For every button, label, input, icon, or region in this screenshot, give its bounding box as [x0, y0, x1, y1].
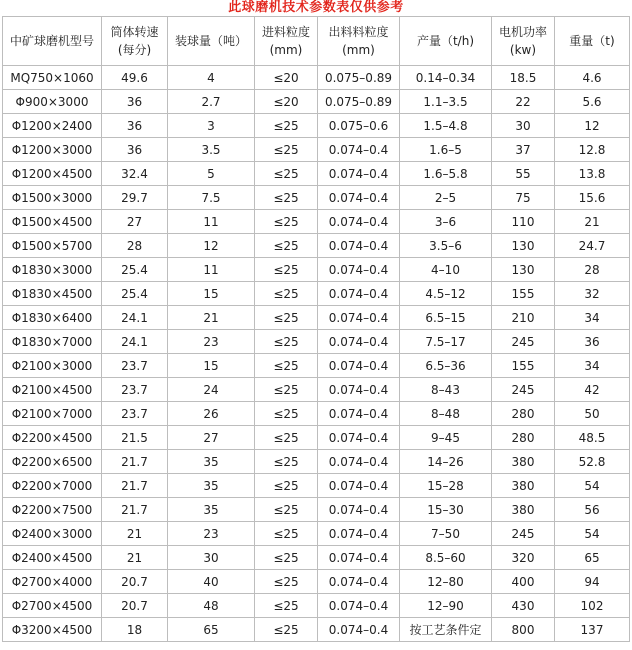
table-cell: 380 [492, 450, 555, 474]
table-cell: ≤25 [255, 546, 318, 570]
table-cell: Φ1830×7000 [3, 330, 102, 354]
table-cell: 37 [492, 138, 555, 162]
table-row [3, 210, 630, 234]
table-cell: 102 [555, 594, 630, 618]
table-cell: Φ1200×3000 [3, 138, 102, 162]
table-cell: 0.074–0.4 [318, 282, 400, 306]
table-cell: 130 [492, 234, 555, 258]
table-cell: 48 [168, 594, 255, 618]
table-cell: 21.5 [102, 426, 168, 450]
table-cell: 4.6 [555, 66, 630, 90]
table-cell: 8–43 [400, 378, 492, 402]
table-cell: 20.7 [102, 570, 168, 594]
table-cell: 110 [492, 210, 555, 234]
table-cell: 28 [555, 258, 630, 282]
table-row [3, 138, 630, 162]
column-header [255, 17, 318, 66]
table-cell: 21 [168, 306, 255, 330]
table-cell: 30 [492, 114, 555, 138]
table-row [3, 258, 630, 282]
table-cell: 0.074–0.4 [318, 498, 400, 522]
table-cell: ≤25 [255, 354, 318, 378]
table-cell: 0.074–0.4 [318, 618, 400, 642]
table-cell: 8–48 [400, 402, 492, 426]
table-cell: 4.5–12 [400, 282, 492, 306]
table-cell: ≤25 [255, 306, 318, 330]
table-cell: 32 [555, 282, 630, 306]
table-cell: Φ2400×4500 [3, 546, 102, 570]
table-row [3, 234, 630, 258]
table-cell: Φ3200×4500 [3, 618, 102, 642]
table-cell: 0.075–0.89 [318, 90, 400, 114]
column-header-text: 电机功率 [498, 25, 547, 39]
table-cell: 24.1 [102, 330, 168, 354]
table-cell: ≤25 [255, 210, 318, 234]
table-cell: ≤25 [255, 426, 318, 450]
table-cell: 12 [168, 234, 255, 258]
table-cell: 32.4 [102, 162, 168, 186]
table-row [3, 354, 630, 378]
table-cell: ≤25 [255, 258, 318, 282]
table-cell: ≤25 [255, 594, 318, 618]
table-cell: Φ1830×4500 [3, 282, 102, 306]
table-cell: 15 [168, 282, 255, 306]
table-cell: 2.7 [168, 90, 255, 114]
table-cell: 34 [555, 306, 630, 330]
table-cell: 0.074–0.4 [318, 186, 400, 210]
column-header [492, 17, 555, 66]
table-cell: 56 [555, 498, 630, 522]
table-cell: 35 [168, 474, 255, 498]
table-cell: 0.074–0.4 [318, 594, 400, 618]
table-cell: 3–6 [400, 210, 492, 234]
table-cell: 0.074–0.4 [318, 234, 400, 258]
table-cell: Φ1200×2400 [3, 114, 102, 138]
table-cell: 15 [168, 354, 255, 378]
table-cell: 0.074–0.4 [318, 330, 400, 354]
column-header [102, 17, 168, 66]
table-cell: 54 [555, 474, 630, 498]
table-cell: 50 [555, 402, 630, 426]
table-cell: 0.074–0.4 [318, 546, 400, 570]
table-cell: 按工艺条件定 [400, 618, 492, 642]
table-cell: 3 [168, 114, 255, 138]
column-header [318, 17, 400, 66]
table-cell: 320 [492, 546, 555, 570]
table-cell: 36 [102, 114, 168, 138]
table-cell: 800 [492, 618, 555, 642]
table-cell: 18 [102, 618, 168, 642]
table-cell: 1.1–3.5 [400, 90, 492, 114]
table-cell: 40 [168, 570, 255, 594]
table-row [3, 450, 630, 474]
table-cell: 0.074–0.4 [318, 138, 400, 162]
table-cell: 430 [492, 594, 555, 618]
table-cell: 3.5–6 [400, 234, 492, 258]
table-cell: 380 [492, 498, 555, 522]
column-header-text: 进料粒度 [261, 25, 310, 39]
table-cell: 12.8 [555, 138, 630, 162]
table-cell: 0.074–0.4 [318, 210, 400, 234]
table-row [3, 426, 630, 450]
table-cell: Φ1500×4500 [3, 210, 102, 234]
table-cell: ≤25 [255, 522, 318, 546]
table-cell: 0.074–0.4 [318, 426, 400, 450]
table-cell: 48.5 [555, 426, 630, 450]
table-cell: 12–90 [400, 594, 492, 618]
table-cell: 6.5–36 [400, 354, 492, 378]
table-cell: 2–5 [400, 186, 492, 210]
table-body [3, 66, 630, 642]
table-cell: ≤25 [255, 402, 318, 426]
table-cell: 4–10 [400, 258, 492, 282]
table-cell: 1.6–5 [400, 138, 492, 162]
table-cell: ≤25 [255, 282, 318, 306]
table-cell: Φ1830×6400 [3, 306, 102, 330]
table-cell: 21.7 [102, 474, 168, 498]
table-cell: 26 [168, 402, 255, 426]
table-cell: 21.7 [102, 450, 168, 474]
table-cell: 21 [555, 210, 630, 234]
table-cell: 22 [492, 90, 555, 114]
table-cell: Φ1200×4500 [3, 162, 102, 186]
table-cell: 18.5 [492, 66, 555, 90]
column-header [555, 17, 630, 66]
table-row [3, 330, 630, 354]
table-row [3, 378, 630, 402]
table-cell: 21.7 [102, 498, 168, 522]
table-cell: Φ2100×3000 [3, 354, 102, 378]
table-cell: 0.074–0.4 [318, 474, 400, 498]
table-row [3, 282, 630, 306]
table-row [3, 90, 630, 114]
table-cell: 23 [168, 330, 255, 354]
table-cell: 245 [492, 330, 555, 354]
table-cell: 245 [492, 378, 555, 402]
table-cell: 15.6 [555, 186, 630, 210]
table-cell: 35 [168, 498, 255, 522]
table-cell: 9–45 [400, 426, 492, 450]
table-cell: 54 [555, 522, 630, 546]
table-row [3, 522, 630, 546]
table-cell: 380 [492, 474, 555, 498]
table-cell: Φ1830×3000 [3, 258, 102, 282]
table-cell: Φ1500×5700 [3, 234, 102, 258]
table-cell: ≤20 [255, 66, 318, 90]
table-cell: 75 [492, 186, 555, 210]
table-cell: 5 [168, 162, 255, 186]
table-cell: 0.074–0.4 [318, 162, 400, 186]
table-cell: 23.7 [102, 354, 168, 378]
table-cell: 24.7 [555, 234, 630, 258]
table-cell: ≤25 [255, 330, 318, 354]
table-cell: 42 [555, 378, 630, 402]
table-cell: 245 [492, 522, 555, 546]
table-cell: Φ2200×7000 [3, 474, 102, 498]
table-cell: Φ2100×4500 [3, 378, 102, 402]
table-cell: ≤25 [255, 162, 318, 186]
table-row [3, 114, 630, 138]
table-cell: 25.4 [102, 258, 168, 282]
table-cell: 28 [102, 234, 168, 258]
table-cell: 3.5 [168, 138, 255, 162]
table-cell: 400 [492, 570, 555, 594]
table-cell: ≤20 [255, 90, 318, 114]
table-cell: Φ2200×6500 [3, 450, 102, 474]
table-cell: 280 [492, 426, 555, 450]
column-header-text: 产量（t/h) [416, 34, 475, 48]
table-header [3, 17, 630, 66]
table-cell: Φ2700×4000 [3, 570, 102, 594]
table-cell: 11 [168, 210, 255, 234]
table-cell: 24.1 [102, 306, 168, 330]
table-row [3, 162, 630, 186]
table-cell: 155 [492, 354, 555, 378]
table-cell: 36 [102, 138, 168, 162]
table-cell: 0.074–0.4 [318, 522, 400, 546]
table-cell: 36 [555, 330, 630, 354]
column-header-text: (mm) [269, 43, 303, 57]
table-cell: MQ750×1060 [3, 66, 102, 90]
table-cell: 0.074–0.4 [318, 378, 400, 402]
table-cell: 7.5–17 [400, 330, 492, 354]
table-cell: Φ2700×4500 [3, 594, 102, 618]
table-cell: 27 [168, 426, 255, 450]
table-cell: Φ1500×3000 [3, 186, 102, 210]
column-header-text: 筒体转速 [110, 25, 159, 39]
table-cell: ≤25 [255, 618, 318, 642]
table-cell: 1.5–4.8 [400, 114, 492, 138]
table-cell: 0.074–0.4 [318, 570, 400, 594]
table-cell: 6.5–15 [400, 306, 492, 330]
table-row [3, 570, 630, 594]
table-cell: 65 [168, 618, 255, 642]
table-cell: 29.7 [102, 186, 168, 210]
table-cell: 0.14–0.34 [400, 66, 492, 90]
table-row [3, 546, 630, 570]
table-cell: 0.074–0.4 [318, 354, 400, 378]
table-cell: 1.6–5.8 [400, 162, 492, 186]
table-cell: 24 [168, 378, 255, 402]
table-cell: 21 [102, 522, 168, 546]
header-row [3, 17, 630, 66]
table-cell: 12 [555, 114, 630, 138]
table-row [3, 474, 630, 498]
column-header-text: 重量（t) [569, 34, 615, 48]
table-cell: 30 [168, 546, 255, 570]
table-cell: ≤25 [255, 138, 318, 162]
table-cell: 35 [168, 450, 255, 474]
table-cell: 65 [555, 546, 630, 570]
table-cell: 34 [555, 354, 630, 378]
table-cell: 0.074–0.4 [318, 258, 400, 282]
table-cell: Φ2200×4500 [3, 426, 102, 450]
table-cell: 5.6 [555, 90, 630, 114]
table-cell: 0.074–0.4 [318, 306, 400, 330]
table-cell: 55 [492, 162, 555, 186]
table-cell: 12–80 [400, 570, 492, 594]
table-cell: Φ2200×7500 [3, 498, 102, 522]
column-header-text: (每分) [117, 43, 152, 57]
column-header-text: 中矿球磨机型号 [9, 34, 94, 48]
table-cell: 280 [492, 402, 555, 426]
table-cell: 155 [492, 282, 555, 306]
column-header [168, 17, 255, 66]
table-row [3, 618, 630, 642]
table-cell: 4 [168, 66, 255, 90]
table-cell: 27 [102, 210, 168, 234]
table-cell: 14–26 [400, 450, 492, 474]
table-cell: 15–30 [400, 498, 492, 522]
table-cell: 0.074–0.4 [318, 402, 400, 426]
table-cell: 21 [102, 546, 168, 570]
table-cell: Φ900×3000 [3, 90, 102, 114]
table-cell: ≤25 [255, 570, 318, 594]
table-row [3, 402, 630, 426]
table-cell: 94 [555, 570, 630, 594]
table-cell: 7–50 [400, 522, 492, 546]
table-row [3, 594, 630, 618]
table-cell: Φ2400×3000 [3, 522, 102, 546]
table-cell: 36 [102, 90, 168, 114]
table-cell: 130 [492, 258, 555, 282]
table-cell: ≤25 [255, 186, 318, 210]
table-row [3, 66, 630, 90]
column-header-text: (kw) [509, 43, 537, 57]
table-cell: 137 [555, 618, 630, 642]
table-cell: 0.075–0.6 [318, 114, 400, 138]
table-cell: ≤25 [255, 234, 318, 258]
table-cell: ≤25 [255, 498, 318, 522]
table-cell: ≤25 [255, 378, 318, 402]
table-cell: 25.4 [102, 282, 168, 306]
table-row [3, 498, 630, 522]
table-cell: 20.7 [102, 594, 168, 618]
table-cell: 11 [168, 258, 255, 282]
column-header-text: 装球量（吨） [174, 34, 247, 48]
table-cell: 15–28 [400, 474, 492, 498]
table-cell: 0.075–0.89 [318, 66, 400, 90]
table-cell: ≤25 [255, 450, 318, 474]
table-cell: 23.7 [102, 402, 168, 426]
column-header-text: (mm) [342, 43, 375, 57]
table-cell: 0.074–0.4 [318, 450, 400, 474]
table-row [3, 186, 630, 210]
table-cell: 7.5 [168, 186, 255, 210]
table-cell: 49.6 [102, 66, 168, 90]
table-row [3, 306, 630, 330]
table-cell: 13.8 [555, 162, 630, 186]
column-header [3, 17, 102, 66]
table-cell: ≤25 [255, 474, 318, 498]
table-cell: ≤25 [255, 114, 318, 138]
table-cell: Φ2100×7000 [3, 402, 102, 426]
column-header [400, 17, 492, 66]
table-cell: 8.5–60 [400, 546, 492, 570]
table-cell: 23 [168, 522, 255, 546]
table-cell: 52.8 [555, 450, 630, 474]
column-header-text: 出料料粒度 [328, 25, 389, 39]
table-title: 此球磨机技术参数表仅供参考 [228, 0, 404, 15]
table-cell: 23.7 [102, 378, 168, 402]
ball-mill-spec-table [2, 16, 630, 642]
table-cell: 210 [492, 306, 555, 330]
